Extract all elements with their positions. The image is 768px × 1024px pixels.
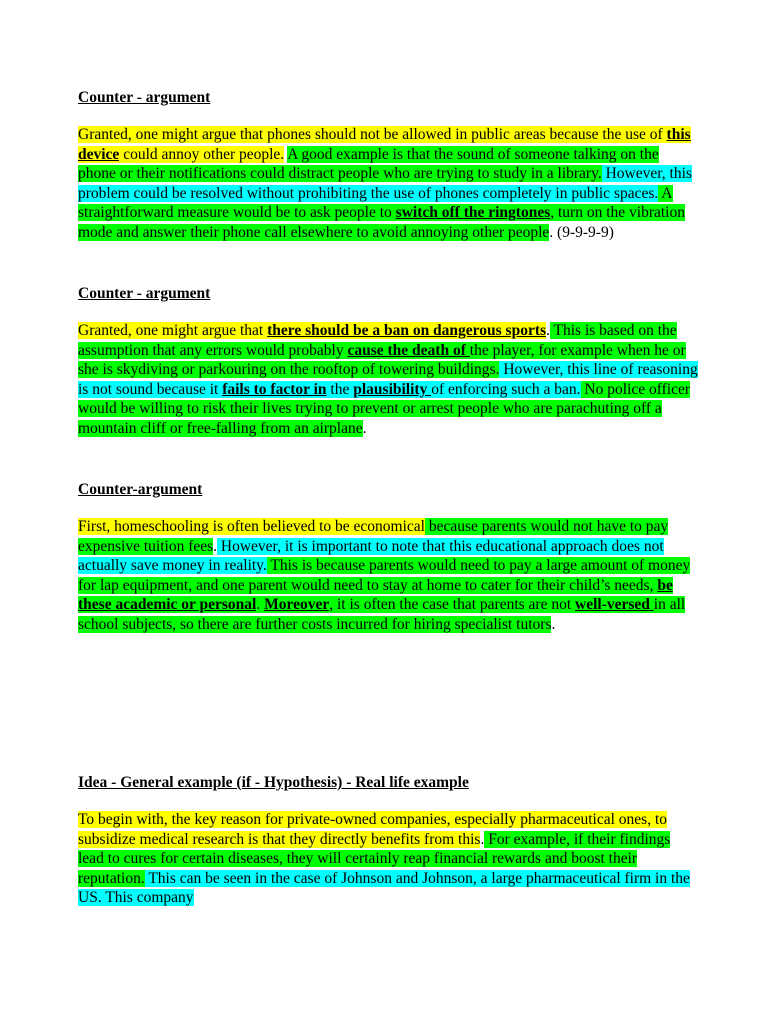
emphasized-phrase: cause the death of [347, 341, 470, 359]
emphasized-phrase: this device [78, 126, 691, 163]
section-paragraph [78, 517, 698, 635]
text-run: because parents would not have to pay expensive tuition fees [78, 518, 669, 555]
text-run: This can be seen in the case of Johnson and Johnson, a large pharmaceutical firm in the US. This company [78, 869, 690, 907]
section-heading: Counter - argument [78, 89, 211, 106]
section-heading: Idea - General example (if - Hypothesis) - Real life example [78, 774, 469, 791]
text-run: A straightforward measure would be to ask people to [78, 184, 673, 222]
text-run: the [326, 380, 354, 398]
text-run: . [551, 615, 556, 633]
text-run: However, it is important to note that this educational approach does not actually save money in reality. [78, 537, 664, 575]
text-run: However, this line of reasoning is not sound because it [78, 361, 698, 398]
text-run: , turn on the vibration mode and answer their phone call elsewhere to avoid annoying other people [78, 204, 685, 241]
text-run: . [213, 537, 218, 555]
text-run: Granted, one might argue that phones should not be allowed in public areas because the use of [78, 126, 667, 143]
text-run: , it is often the case that parents are not [329, 596, 576, 614]
text-run: could annoy other people. [119, 145, 285, 163]
text-run: A good example is that the sound of someone talking on the phone or their notifications could distract people who are trying to study in a library. [78, 145, 659, 183]
text-run: . [480, 830, 485, 848]
emphasized-phrase: Moreover [264, 596, 330, 614]
emphasized-phrase: fails to factor in [222, 380, 327, 398]
text-run: . [256, 596, 265, 614]
text-run: No police officer would be willing to risk their lives trying to prevent or arrest people who are parachuting off a mountain cliff or free-falling from an airplane [78, 380, 691, 437]
section-heading: Counter-argument [78, 481, 203, 498]
section-paragraph [78, 125, 698, 243]
emphasized-phrase: well-versed [575, 596, 654, 614]
emphasized-phrase: there should be a ban on dangerous sports [267, 322, 547, 339]
text-run: However, this problem could be resolved without prohibiting the use of phones completely in public spaces. [78, 165, 692, 202]
text-run: For example, if their findings lead to cures for certain diseases, they will certainly reap financial rewards and boost their reputation. [78, 830, 671, 887]
section-medical-research [78, 773, 698, 908]
section-heading: Counter - argument [78, 285, 211, 302]
text-run: of enforcing such a ban. [431, 380, 581, 398]
text-run: in all school subjects, so there are further costs incurred for hiring specialist tutors [78, 596, 686, 633]
emphasized-phrase: be these academic or personal [78, 576, 673, 614]
text-run: This is based on the assumption that any errors would probably [78, 322, 677, 359]
text-run: . [362, 419, 367, 437]
emphasized-phrase: switch off the ringtones [395, 204, 551, 222]
text-run: . (9-9-9-9) [549, 223, 614, 241]
text-run: To begin with, the key reason for private-owned companies, especially pharmaceutical ones, to subsidize medical research is that they directly benefits from this [78, 811, 667, 848]
text-run: Granted, one might argue that [78, 322, 268, 339]
section-dangerous-sports [78, 284, 698, 439]
emphasized-phrase: plausibility [353, 380, 432, 398]
section-homeschooling [78, 480, 698, 635]
text-run: . [546, 322, 550, 339]
text-run: First, homeschooling is often believed to be economical [78, 518, 425, 535]
text-run: the player, for example when he or she is skydiving or parkouring on the rooftop of towering buildings. [78, 341, 686, 379]
section-paragraph [78, 810, 698, 908]
text-run: This is because parents would need to pay a large amount of money for lap equipment, and one parent would need to stay at home to cater for their child’s needs, [78, 557, 691, 594]
section-paragraph [78, 321, 698, 439]
section-phones [78, 88, 698, 243]
